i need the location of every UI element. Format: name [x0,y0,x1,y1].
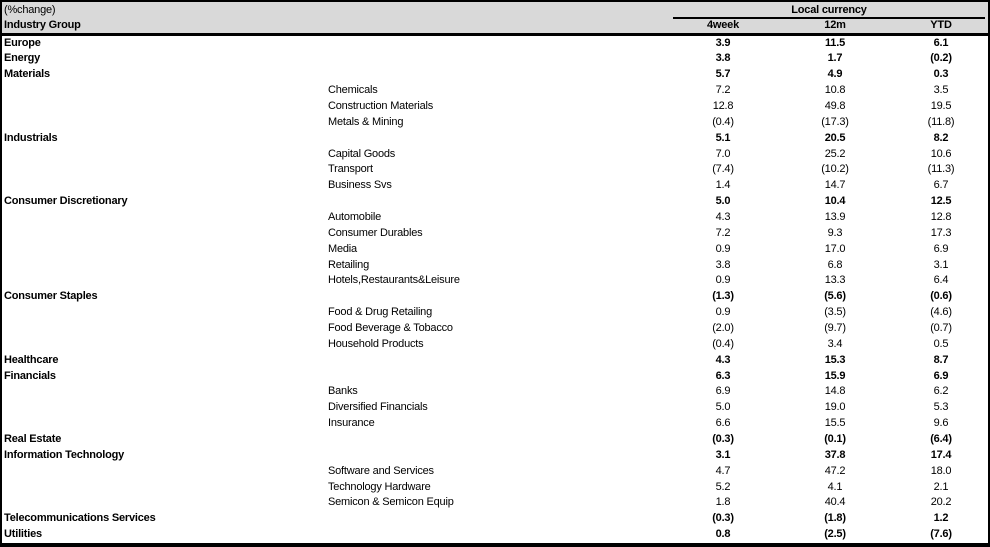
row-label: Industrials [4,131,58,144]
value-cell-12m: (0.1) [824,433,846,445]
row-label: Materials [4,68,50,81]
value-cell-4week: 5.2 [715,480,731,493]
value-cell-12m: 49.8 [824,99,846,112]
value-cell-4week: (0.4) [712,337,734,350]
value-cell-ytd: (4.6) [930,306,952,319]
row-label: Healthcare [4,353,59,366]
row-label: Europe [4,36,41,49]
row-label: Semicon & Semicon Equip [328,496,454,509]
row-label: Real Estate [4,433,62,445]
row-label: Insurance [328,417,375,430]
value-cell-12m: 14.8 [824,385,846,398]
value-cell-4week: 7.0 [715,147,731,160]
local-currency-group-header: Local currency [791,3,867,16]
value-cell-ytd: 8.7 [933,353,949,366]
value-cell-4week: 12.8 [712,99,734,112]
value-cell-4week: (0.3) [712,512,734,525]
table-border-top [0,0,990,2]
value-cell-12m: (9.7) [824,321,846,334]
value-cell-12m: 17.0 [824,242,846,255]
row-label: Chemicals [328,84,378,97]
table-row [0,226,990,242]
industry-group-header: Industry Group [4,19,81,31]
table-row [0,400,990,416]
column-header-4week: 4week [706,19,740,31]
value-cell-4week: 4.3 [715,353,731,366]
table-row [0,194,990,210]
value-cell-ytd: (7.6) [930,528,952,541]
table-row [0,51,990,67]
value-cell-4week: 3.1 [715,448,731,461]
value-cell-ytd: 12.5 [930,195,952,208]
table-border-bottom [0,543,990,547]
row-label: Information Technology [4,448,125,461]
value-cell-4week: (0.4) [712,115,734,128]
percent-change-label: (%change) [4,4,56,16]
table-row [0,448,990,464]
value-cell-12m: 14.7 [824,179,846,192]
table-row [0,289,990,305]
table-row [0,480,990,496]
value-cell-12m: 1.7 [827,52,843,65]
table-header-band [0,2,990,33]
row-label: Construction Materials [328,99,434,112]
value-cell-ytd: 9.6 [933,417,949,430]
column-header-ytd: YTD [930,19,952,31]
table-row [0,384,990,400]
column-header-12m: 12m [824,19,846,31]
table-row [0,527,990,543]
table-row [0,115,990,131]
table-row [0,337,990,353]
table-row [0,36,990,52]
value-cell-12m: 4.9 [827,68,843,81]
row-label: Consumer Durables [328,226,423,239]
value-cell-4week: 3.8 [715,258,731,271]
row-label: Retailing [328,258,370,271]
table-row [0,147,990,163]
table-row [0,131,990,147]
table-row [0,353,990,369]
value-cell-4week: 0.8 [715,528,731,541]
row-label: Energy [4,52,41,65]
value-cell-ytd: 3.1 [933,258,949,271]
value-cell-ytd: 20.2 [930,496,952,509]
value-cell-ytd: (6.4) [930,433,952,445]
row-label: Diversified Financials [328,401,428,414]
value-cell-ytd: 17.4 [930,448,952,461]
value-cell-12m: (17.3) [821,115,849,128]
value-cell-12m: 25.2 [824,147,846,160]
value-cell-4week: 1.8 [715,496,731,509]
value-cell-12m: (5.6) [824,290,846,303]
value-cell-4week: (2.0) [712,321,734,334]
row-label: Automobile [328,210,382,223]
value-cell-12m: 3.4 [827,337,843,350]
row-label: Technology Hardware [328,480,431,493]
table-row [0,464,990,480]
row-label: Food Beverage & Tobacco [328,321,453,334]
row-label: Metals & Mining [328,115,404,128]
value-cell-ytd: 6.9 [933,242,949,255]
row-label: Hotels,Restaurants&Leisure [328,274,460,287]
table-row [0,511,990,527]
value-cell-12m: (3.5) [824,306,846,319]
value-cell-4week: 0.9 [715,274,731,287]
row-label: Media [328,242,357,255]
value-cell-12m: 47.2 [824,464,846,477]
value-cell-4week: (1.3) [712,290,734,303]
value-cell-12m: 13.9 [824,210,846,223]
row-label: Business Svs [328,179,392,192]
table-row [0,273,990,289]
value-cell-12m: 13.3 [824,274,846,287]
row-label: Household Products [328,337,424,350]
value-cell-12m: 37.8 [824,448,846,461]
value-cell-ytd: 3.5 [933,84,949,97]
value-cell-12m: (10.2) [821,163,849,176]
table-row [0,305,990,321]
value-cell-ytd: 6.2 [933,385,949,398]
row-label: Food & Drug Retailing [328,306,433,319]
value-cell-4week: 6.6 [715,417,731,430]
value-cell-12m: 20.5 [824,131,846,144]
row-label: Telecommunications Services [4,512,156,525]
value-cell-12m: 4.1 [827,480,843,493]
value-cell-12m: 15.3 [824,353,846,366]
value-cell-4week: 3.9 [715,36,731,49]
value-cell-ytd: (0.7) [930,321,952,334]
value-cell-ytd: 6.7 [933,179,949,192]
value-cell-12m: 6.8 [827,258,843,271]
table-row [0,67,990,83]
row-label: Consumer Discretionary [4,195,128,208]
value-cell-4week: 0.9 [715,306,731,319]
value-cell-4week: 6.9 [715,385,731,398]
value-cell-4week: 7.2 [715,226,731,239]
value-cell-ytd: 1.2 [933,512,949,525]
row-label: Utilities [4,528,42,541]
table-row [0,321,990,337]
value-cell-12m: 9.3 [827,226,843,239]
value-cell-ytd: (0.2) [930,52,952,65]
value-cell-ytd: (11.8) [927,115,955,128]
value-cell-4week: (0.3) [712,433,734,445]
value-cell-12m: (2.5) [824,528,846,541]
table-border-left [0,0,2,547]
value-cell-12m: 19.0 [824,401,846,414]
row-label: Consumer Staples [4,290,98,303]
value-cell-12m: 10.4 [824,195,846,208]
value-cell-ytd: 12.8 [930,210,952,223]
value-cell-12m: 11.5 [824,36,845,49]
value-cell-ytd: 5.3 [933,401,949,414]
value-cell-ytd: 19.5 [930,99,952,112]
table-row [0,242,990,258]
table-row [0,258,990,274]
value-cell-ytd: 0.5 [933,337,949,350]
value-cell-12m: (1.8) [824,512,846,525]
row-label: Capital Goods [328,147,396,160]
value-cell-ytd: 2.1 [933,480,949,493]
value-cell-4week: 5.0 [715,195,731,208]
value-cell-4week: 4.3 [715,210,731,223]
value-cell-4week: 5.7 [715,68,731,81]
value-cell-12m: 15.5 [824,417,846,430]
table-row [0,99,990,115]
row-label: Banks [328,385,358,398]
table-row [0,369,990,385]
value-cell-4week: 7.2 [715,84,731,97]
value-cell-ytd: (0.6) [930,290,952,303]
row-label: Software and Services [328,464,434,477]
value-cell-ytd: 8.2 [933,131,949,144]
value-cell-4week: 0.9 [715,242,731,255]
value-cell-12m: 40.4 [824,496,846,509]
value-cell-ytd: 0.3 [933,68,949,81]
value-cell-ytd: 10.6 [930,147,952,160]
value-cell-4week: 4.7 [715,464,731,477]
table-row [0,416,990,432]
value-cell-ytd: 18.0 [930,464,952,477]
value-cell-4week: 6.3 [715,369,731,382]
value-cell-ytd: 6.9 [933,369,949,382]
value-cell-4week: 1.4 [715,179,731,192]
value-cell-4week: 5.0 [715,401,731,414]
value-cell-4week: 5.1 [715,131,731,144]
value-cell-ytd: 6.1 [933,36,949,49]
value-cell-ytd: 6.4 [933,274,949,287]
table-row [0,495,990,511]
value-cell-12m: 15.9 [824,369,846,382]
value-cell-4week: 3.8 [715,52,731,65]
value-cell-ytd: 17.3 [930,226,952,239]
row-label: Transport [328,163,373,176]
row-label: Financials [4,369,56,382]
table-row [0,162,990,178]
value-cell-ytd: (11.3) [927,163,955,176]
value-cell-12m: 10.8 [824,84,846,97]
table-row [0,83,990,99]
table-row [0,178,990,194]
value-cell-4week: (7.4) [712,163,734,176]
table-row [0,210,990,226]
table-row [0,432,990,448]
